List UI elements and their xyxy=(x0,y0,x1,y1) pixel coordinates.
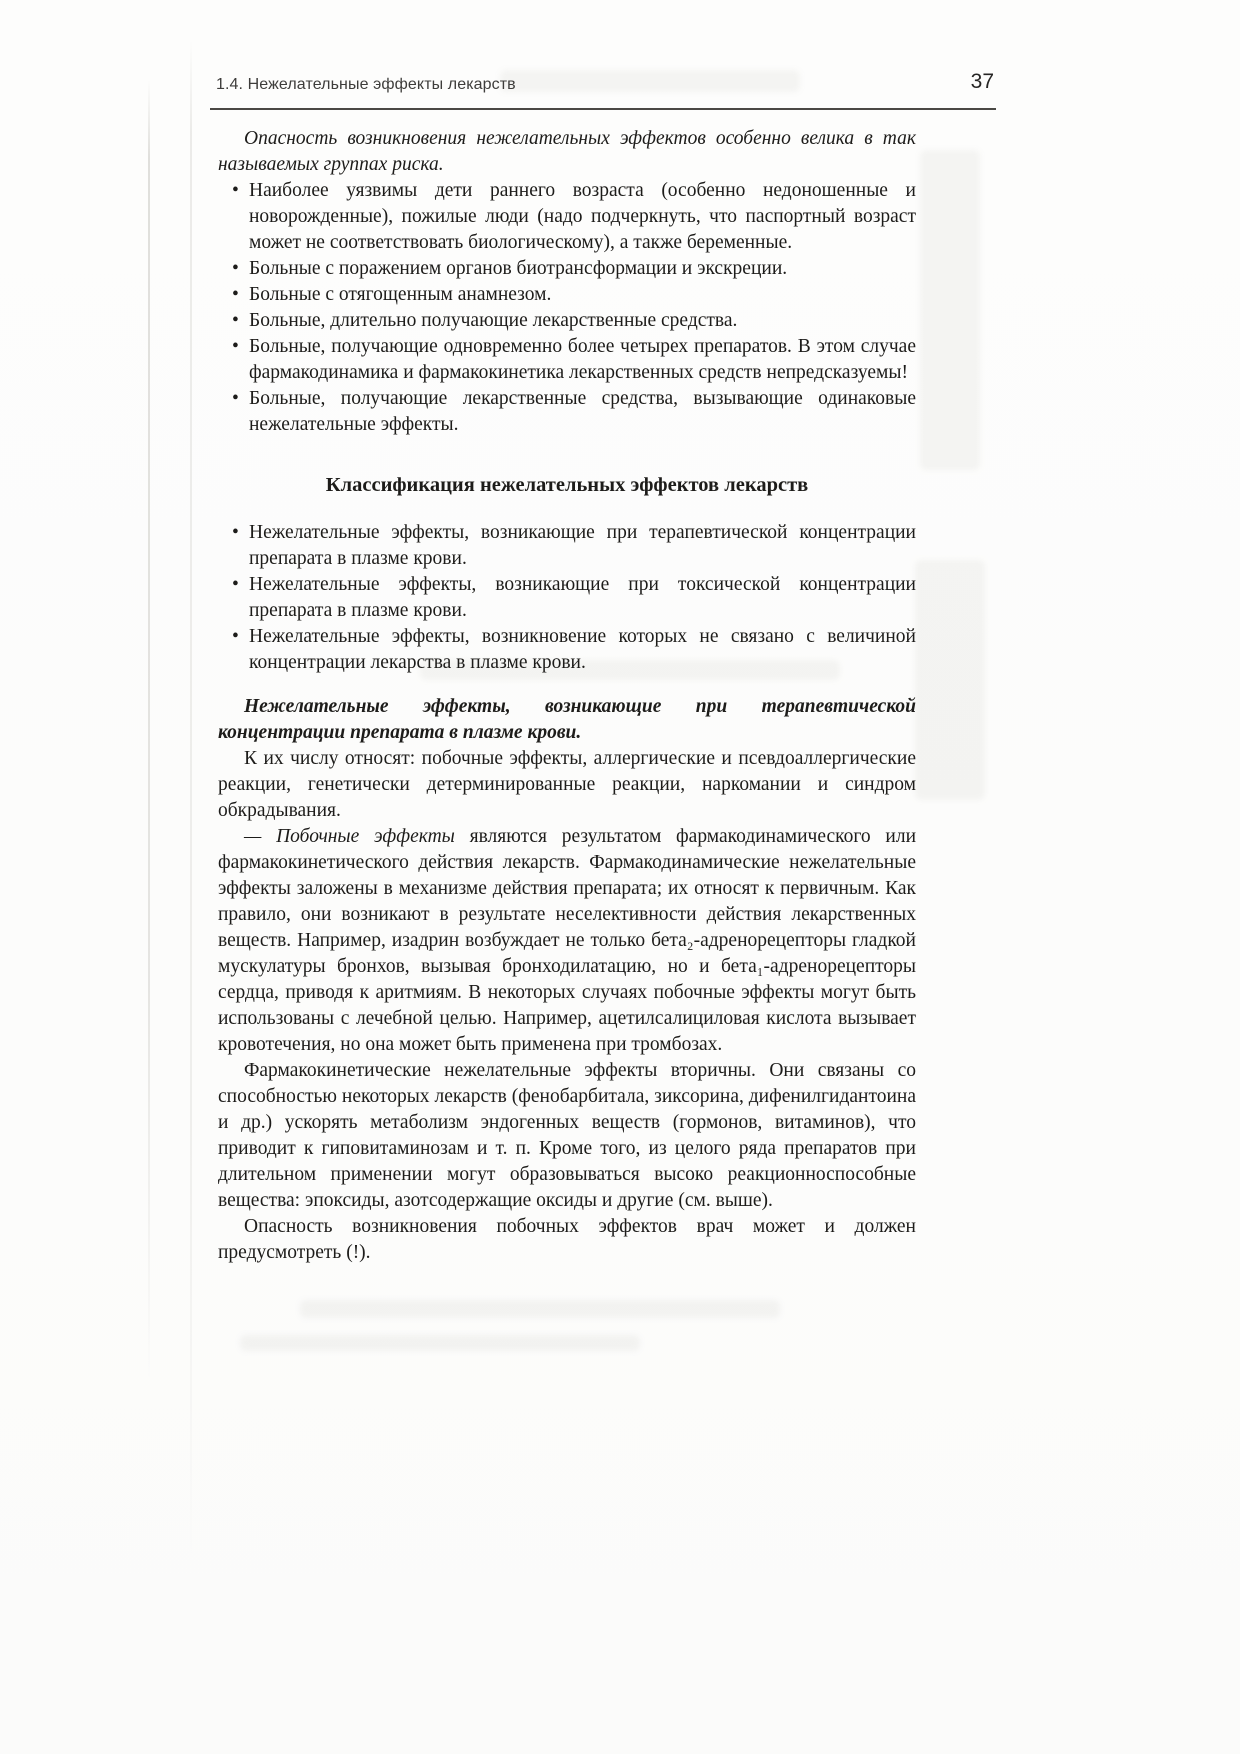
scan-artifact-gutter-line xyxy=(190,40,192,1570)
running-header xyxy=(210,70,996,94)
scan-artifact-bleedthrough xyxy=(240,1335,640,1351)
running-header-title: 1.4. Нежелательные эффекты лекарств xyxy=(216,76,516,93)
list-item: • Больные, длительно получающие лекарственные средства. xyxy=(218,308,916,334)
list-item: • Больные с поражением органов биотрансформации и экскреции. xyxy=(218,256,916,282)
paragraph-body: являются результатом фармакодинамического или фармакокинетического действия лекарств. Фармакодинамические нежелательные эффекты заложены в механизме действия препарата; их относят к первичным. Как правило, они возникают в результате неселективности действия лекарственных веществ. Например, изадрин возбуждает не только бета₂-адренорецепторы гладкой мускулатуры бронхов, вызывая бронходилатацию, но и бета₁-адренорецепторы сердца, приводя к аритмиям. В некоторых случаях побочные эффекты могут быть использованы с лечебной целью. Например, ацетилсалициловая кислота вызывает кровотечения, но она может быть применена при тромбозах. xyxy=(218,826,917,1055)
list-item: • Наиболее уязвимы дети раннего возраста (особенно недоношенные и новорожденные), пожилые люди (надо подчеркнуть, что паспортный возраст может не соответствовать биологическому), а также беременные. xyxy=(218,178,916,256)
header-rule xyxy=(210,108,996,110)
paragraph-side-effects xyxy=(218,824,916,1058)
paragraph-lead-term: — Побочные эффекты xyxy=(244,826,455,847)
list-item: • Больные, получающие лекарственные средства, вызывающие одинаковые нежелательные эффекты. xyxy=(218,386,916,438)
intro-paragraph: Опасность возникновения нежелательных эффектов особенно велика в так называемых группах риска. xyxy=(218,128,916,175)
classification-heading: Классификация нежелательных эффектов лекарств xyxy=(325,474,809,496)
list-item: • Нежелательные эффекты, возникающие при терапевтической концентрации препарата в плазме крови. xyxy=(218,520,916,572)
risk-groups-list xyxy=(218,178,916,438)
list-item: • Больные с отягощенным анамнезом. xyxy=(218,282,916,308)
scan-artifact-bleedthrough xyxy=(300,1300,780,1318)
page-number: 37 xyxy=(970,70,994,93)
paragraph: Опасность возникновения побочных эффектов врач может и должен предусмотреть (!). xyxy=(218,1216,916,1263)
list-item: • Нежелательные эффекты, возникающие при токсической концентрации препарата в плазме крови. xyxy=(218,572,916,624)
paragraph: К их числу относят: побочные эффекты, аллергические и псевдоаллергические реакции, генетически детерминированные реакции, наркомании и синдром обкрадывания. xyxy=(218,748,916,821)
list-item: • Нежелательные эффекты, возникновение которых не связано с величиной концентрации лекарства в плазме крови. xyxy=(218,624,916,676)
list-item: • Больные, получающие одновременно более четырех препаратов. В этом случае фармакодинамика и фармакокинетика лекарственных средств непредсказуемы! xyxy=(218,334,916,386)
scan-artifact-gutter-line xyxy=(148,80,150,1380)
page-content xyxy=(210,70,996,1266)
therapeutic-subheading: Нежелательные эффекты, возникающие при терапевтической концентрации препарата в плазме крови. xyxy=(218,696,916,743)
paragraph: Фармакокинетические нежелательные эффекты вторичны. Они связаны со способностью некоторых лекарств (фенобарбитала, зиксорина, дифенилгидантоина и др.) ускорять метаболизм эндогенных веществ (гормонов, витаминов), что приводит к гиповитаминозам и т. п. Кроме того, из целого ряда препаратов при длительном применении могут образовываться высоко реакционноспособные вещества: эпоксиды, азотсодержащие оксиды и другие (см. выше). xyxy=(218,1060,916,1211)
body-text-column xyxy=(218,126,916,1266)
classification-list xyxy=(218,520,916,676)
